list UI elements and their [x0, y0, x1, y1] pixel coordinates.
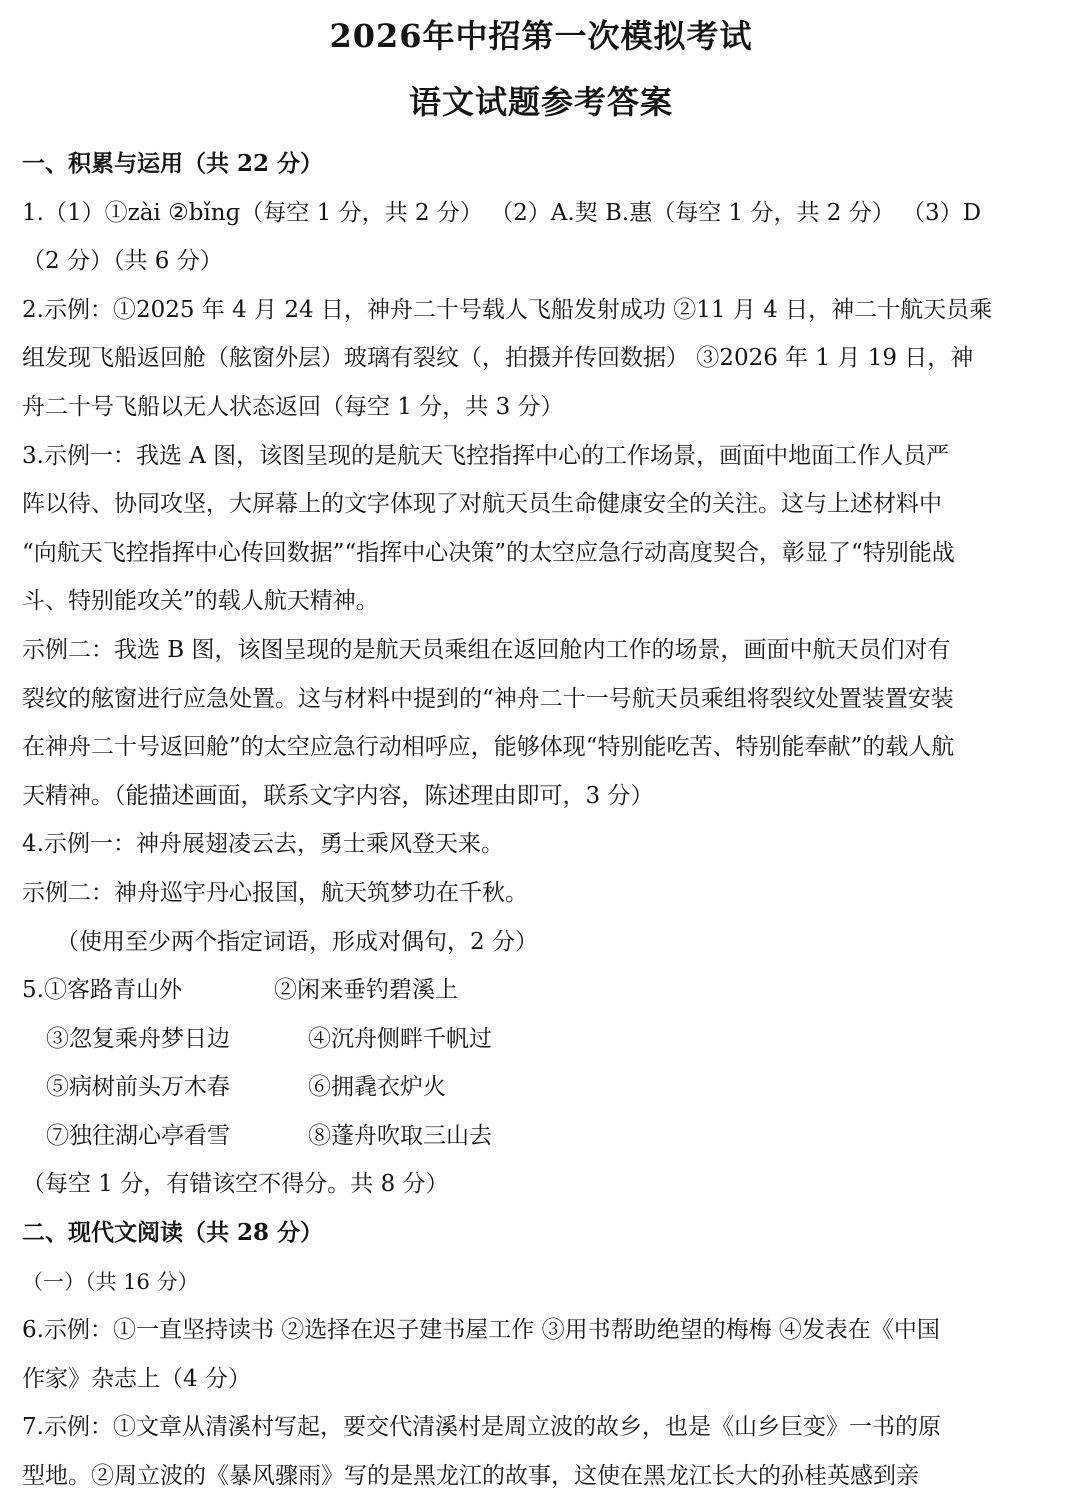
answer-q7-line-1: 7.示例：①文章从清溪村写起，要交代清溪村是周立波的故乡，也是《山乡巨变》一书的原 — [22, 1414, 941, 1441]
answer-q1-line-2: （2 分）（共 6 分） — [22, 248, 223, 275]
answer-q3-line-5: 示例二：我选 B 图，该图呈现的是航天员乘组在返回舱内工作的场景，画面中航天员们对有 — [22, 636, 951, 663]
poem-answer-8: ⑧蓬舟吹取三山去 — [308, 1122, 492, 1149]
answer-q7-line-2: 型地。②周立波的《暴风骤雨》写的是黑龙江的故事，这使在黑龙江长大的孙桂英感到亲 — [22, 1463, 919, 1490]
answer-q4-line-2: 示例二：神舟巡宇丹心报国，航天筑梦功在千秋。 — [22, 879, 528, 906]
answer-q3-line-2: 阵以待、协同攻坚，大屏幕上的文字体现了对航天员生命健康安全的关注。这与上述材料中 — [22, 491, 942, 518]
answer-q3-line-3: “向航天飞控指挥中心传回数据”“指挥中心决策”的太空应急行动高度契合，彰显了“特别能战 — [22, 539, 955, 566]
poem-answer-1: 5.①客路青山外 — [22, 977, 182, 1004]
answer-q5-row-4 — [22, 1112, 1060, 1161]
answer-q3-line-1: 3.示例一：我选 A 图，该图呈现的是航天飞控指挥中心的工作场景，画面中地面工作人员严 — [22, 442, 950, 469]
answer-q2-line-3: 舟二十号飞船以无人状态返回（每空 1 分，共 3 分） — [22, 393, 564, 420]
section-heading-1: 一、积累与运用（共 22 分） — [22, 150, 324, 177]
answer-q3-line-6: 裂纹的舷窗进行应急处置。这与材料中提到的“神舟二十一号航天员乘组将裂纹处置装置安装 — [22, 685, 954, 712]
answer-q6-line-2: 作家》杂志上（4 分） — [22, 1365, 251, 1392]
poem-answer-2: ②闲来垂钓碧溪上 — [274, 977, 458, 1004]
page-subtitle: 语文试题参考答案 — [408, 83, 673, 121]
section-heading-2: 二、现代文阅读（共 28 分） — [22, 1219, 324, 1247]
answer-q4-line-3: （使用至少两个指定词语，形成对偶句，2 分） — [56, 928, 538, 955]
answer-q3-line-4: 斗、特别能攻关”的载人航天精神。 — [22, 588, 379, 615]
page-title: 2026年中招第一次模拟考试 — [329, 17, 753, 55]
poem-answer-6: ⑥拥毳衣炉火 — [308, 1074, 446, 1101]
poem-answer-7: ⑦独往湖心亭看雪 — [46, 1122, 230, 1149]
answer-q1-line-1: 1.（1）①zài ②bǐnɡ（每空 1 分，共 2 分） （2）A.契 B.惠（每空 1 分，共 2 分） （3）D — [22, 199, 982, 226]
subsection-heading-1: （一）（共 16 分） — [22, 1269, 199, 1294]
answer-q5-row-3 — [22, 1063, 1060, 1112]
poem-answer-3: ③忽复乘舟梦日边 — [46, 1025, 230, 1052]
answer-q5-row-1 — [22, 966, 1060, 1015]
answer-q2-line-1: 2.示例：①2025 年 4 月 24 日，神舟二十号载人飞船发射成功 ②11 月 4 日，神二十航天员乘 — [22, 296, 993, 323]
answer-q3-line-8: 天精神。（能描述画面，联系文字内容，陈述理由即可，3 分） — [22, 782, 654, 809]
poem-answer-4: ④沉舟侧畔千帆过 — [308, 1025, 492, 1052]
answer-q4-line-1: 4.示例一：神舟展翅凌云去，勇士乘风登天来。 — [22, 831, 504, 858]
poem-answer-5: ⑤病树前头万木春 — [46, 1074, 230, 1101]
answer-q6-line-1: 6.示例：①一直坚持读书 ②选择在迟子建书屋工作 ③用书帮助绝望的梅梅 ④发表在《中国 — [22, 1317, 940, 1344]
answer-q2-line-2: 组发现飞船返回舱（舷窗外层）玻璃有裂纹（，拍摄并传回数据） ③2026 年 1 月 19 日，神 — [22, 345, 974, 372]
answer-q5-row-2 — [22, 1015, 1060, 1064]
answer-q3-line-7: 在神舟二十号返回舱”的太空应急行动相呼应，能够体现“特别能吃苦、特别能奉献”的载人航 — [22, 734, 955, 761]
answer-q5-note: （每空 1 分，有错该空不得分。共 8 分） — [22, 1171, 449, 1198]
